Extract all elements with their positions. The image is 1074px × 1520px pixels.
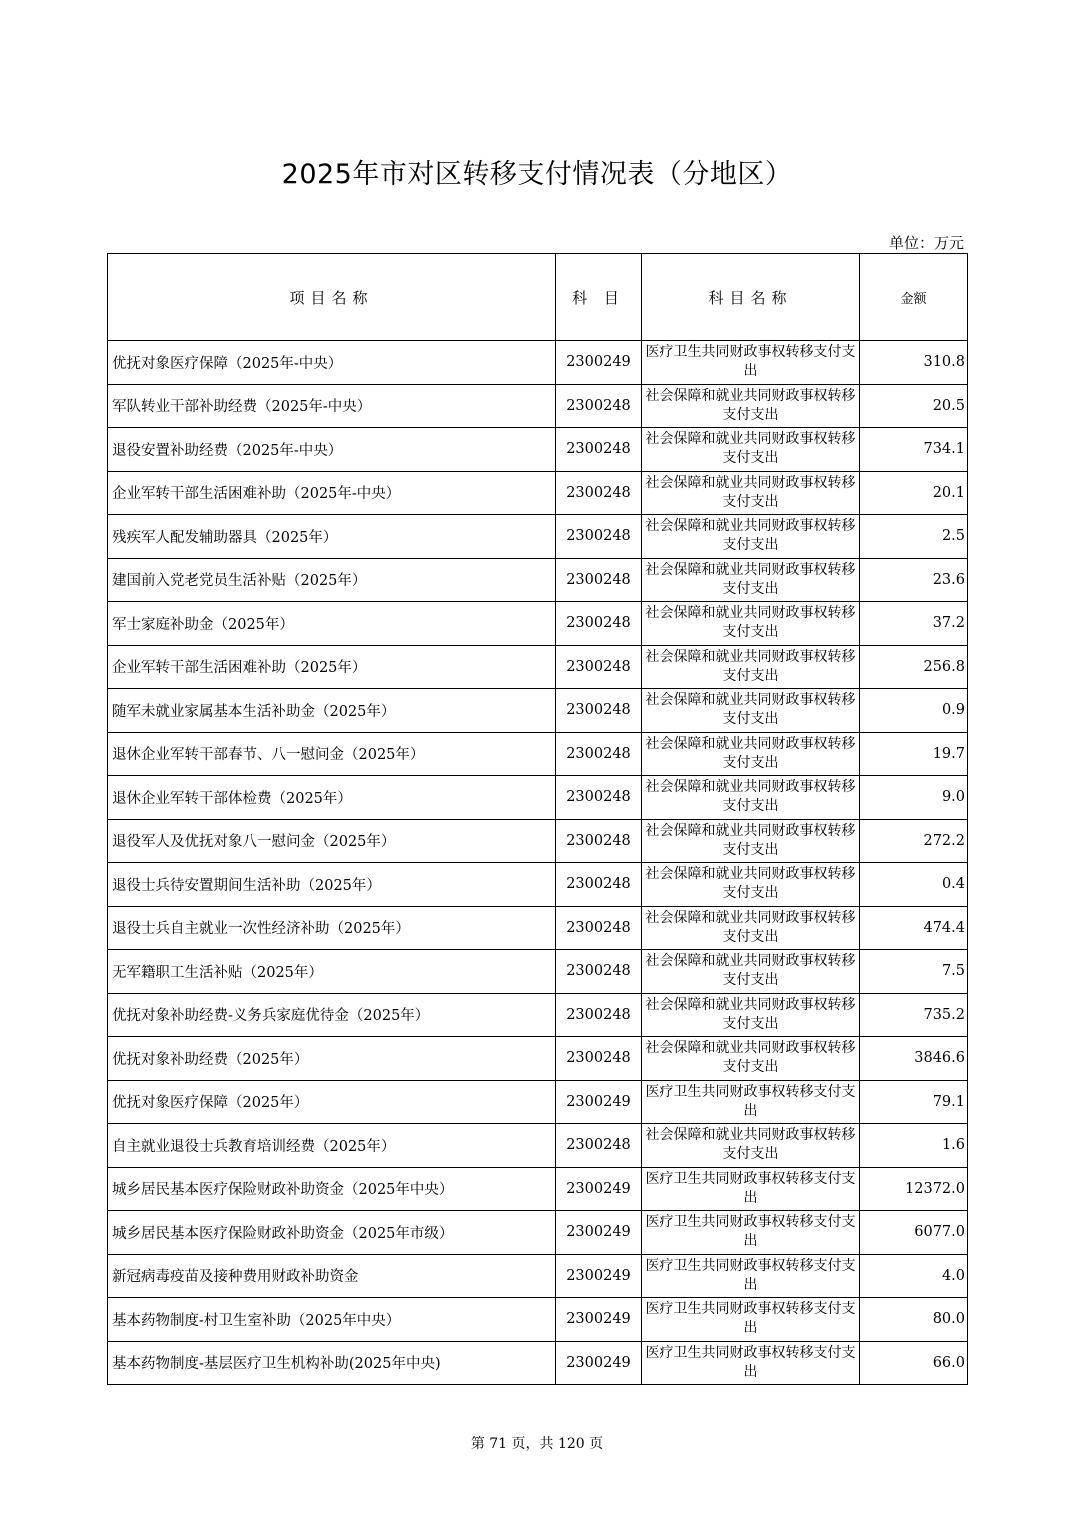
project-name-cell: 基本药物制度-村卫生室补助（2025年中央） [108, 1298, 556, 1342]
project-name-cell: 优抚对象医疗保障（2025年） [108, 1080, 556, 1124]
subject-code-cell: 2300249 [556, 1080, 642, 1124]
project-name-cell: 优抚对象医疗保障（2025年-中央） [108, 341, 556, 385]
project-name-cell: 企业军转干部生活困难补助（2025年-中央） [108, 471, 556, 515]
project-name-cell: 退役士兵待安置期间生活补助（2025年） [108, 863, 556, 907]
amount-cell: 0.9 [860, 689, 968, 733]
amount-cell: 79.1 [860, 1080, 968, 1124]
project-name-cell: 军士家庭补助金（2025年） [108, 602, 556, 646]
subject-name-cell: 医疗卫生共同财政事权转移支付支出 [642, 1167, 860, 1211]
subject-code-cell: 2300249 [556, 341, 642, 385]
subject-code-cell: 2300248 [556, 819, 642, 863]
project-name-cell: 优抚对象补助经费（2025年） [108, 1037, 556, 1081]
subject-name-cell: 社会保障和就业共同财政事权转移支付支出 [642, 776, 860, 820]
table-row [108, 689, 968, 733]
table-row [108, 863, 968, 907]
subject-code-cell: 2300248 [556, 1037, 642, 1081]
subject-code-cell: 2300249 [556, 1341, 642, 1385]
table-row [108, 1298, 968, 1342]
table-row [108, 993, 968, 1037]
project-name-cell: 新冠病毒疫苗及接种费用财政补助资金 [108, 1254, 556, 1298]
amount-cell: 256.8 [860, 645, 968, 689]
subject-name-cell: 医疗卫生共同财政事权转移支付支出 [642, 1080, 860, 1124]
table-row [108, 1211, 968, 1255]
table-row [108, 645, 968, 689]
table-row [108, 1080, 968, 1124]
table-body [108, 341, 968, 1385]
subject-code-cell: 2300249 [556, 1298, 642, 1342]
project-name-cell: 退役安置补助经费（2025年-中央） [108, 428, 556, 472]
amount-cell: 2.5 [860, 515, 968, 559]
table-row [108, 776, 968, 820]
subject-code-cell: 2300248 [556, 950, 642, 994]
project-name-cell: 退役军人及优抚对象八一慰问金（2025年） [108, 819, 556, 863]
subject-code-cell: 2300248 [556, 732, 642, 776]
subject-code-cell: 2300248 [556, 428, 642, 472]
amount-cell: 6077.0 [860, 1211, 968, 1255]
subject-name-cell: 社会保障和就业共同财政事权转移支付支出 [642, 732, 860, 776]
subject-code-cell: 2300249 [556, 1254, 642, 1298]
table-row [108, 819, 968, 863]
table-row [108, 906, 968, 950]
amount-cell: 19.7 [860, 732, 968, 776]
project-name-cell: 城乡居民基本医疗保险财政补助资金（2025年中央） [108, 1167, 556, 1211]
amount-cell: 66.0 [860, 1341, 968, 1385]
project-name-cell: 退休企业军转干部体检费（2025年） [108, 776, 556, 820]
project-name-cell: 建国前入党老党员生活补贴（2025年） [108, 558, 556, 602]
amount-cell: 9.0 [860, 776, 968, 820]
subject-name-cell: 社会保障和就业共同财政事权转移支付支出 [642, 906, 860, 950]
table-row [108, 1341, 968, 1385]
project-name-cell: 企业军转干部生活困难补助（2025年） [108, 645, 556, 689]
header-subject-code: 科 目 [556, 254, 642, 341]
amount-cell: 0.4 [860, 863, 968, 907]
transfer-payment-table [107, 253, 968, 1385]
project-name-cell: 自主就业退役士兵教育培训经费（2025年） [108, 1124, 556, 1168]
page-title: 2025年市对区转移支付情况表（分地区） [281, 159, 793, 190]
subject-code-cell: 2300248 [556, 384, 642, 428]
amount-cell: 735.2 [860, 993, 968, 1037]
subject-name-cell: 社会保障和就业共同财政事权转移支付支出 [642, 1037, 860, 1081]
subject-name-cell: 社会保障和就业共同财政事权转移支付支出 [642, 1124, 860, 1168]
amount-cell: 1.6 [860, 1124, 968, 1168]
amount-cell: 37.2 [860, 602, 968, 646]
project-name-cell: 优抚对象补助经费-义务兵家庭优待金（2025年） [108, 993, 556, 1037]
amount-cell: 80.0 [860, 1298, 968, 1342]
amount-cell: 20.5 [860, 384, 968, 428]
subject-code-cell: 2300249 [556, 1167, 642, 1211]
project-name-cell: 残疾军人配发辅助器具（2025年） [108, 515, 556, 559]
subject-name-cell: 社会保障和就业共同财政事权转移支付支出 [642, 863, 860, 907]
table-row [108, 515, 968, 559]
project-name-cell: 基本药物制度-基层医疗卫生机构补助(2025年中央) [108, 1341, 556, 1385]
subject-name-cell: 社会保障和就业共同财政事权转移支付支出 [642, 950, 860, 994]
subject-name-cell: 医疗卫生共同财政事权转移支付支出 [642, 1341, 860, 1385]
subject-code-cell: 2300248 [556, 645, 642, 689]
subject-name-cell: 社会保障和就业共同财政事权转移支付支出 [642, 384, 860, 428]
subject-code-cell: 2300248 [556, 471, 642, 515]
subject-code-cell: 2300248 [556, 1124, 642, 1168]
subject-name-cell: 社会保障和就业共同财政事权转移支付支出 [642, 993, 860, 1037]
table-row [108, 1254, 968, 1298]
amount-cell: 734.1 [860, 428, 968, 472]
subject-name-cell: 社会保障和就业共同财政事权转移支付支出 [642, 819, 860, 863]
subject-code-cell: 2300249 [556, 1211, 642, 1255]
subject-name-cell: 社会保障和就业共同财政事权转移支付支出 [642, 515, 860, 559]
header-subject-name: 科目名称 [642, 254, 860, 341]
subject-name-cell: 社会保障和就业共同财政事权转移支付支出 [642, 689, 860, 733]
subject-code-cell: 2300248 [556, 776, 642, 820]
subject-name-cell: 社会保障和就业共同财政事权转移支付支出 [642, 428, 860, 472]
project-name-cell: 城乡居民基本医疗保险财政补助资金（2025年市级） [108, 1211, 556, 1255]
subject-name-cell: 医疗卫生共同财政事权转移支付支出 [642, 1298, 860, 1342]
subject-code-cell: 2300248 [556, 602, 642, 646]
subject-name-cell: 社会保障和就业共同财政事权转移支付支出 [642, 602, 860, 646]
table-row [108, 471, 968, 515]
subject-name-cell: 社会保障和就业共同财政事权转移支付支出 [642, 558, 860, 602]
table-row [108, 428, 968, 472]
subject-code-cell: 2300248 [556, 689, 642, 733]
table-row [108, 732, 968, 776]
table-row [108, 384, 968, 428]
amount-cell: 310.8 [860, 341, 968, 385]
amount-cell: 23.6 [860, 558, 968, 602]
subject-code-cell: 2300248 [556, 993, 642, 1037]
subject-code-cell: 2300248 [556, 515, 642, 559]
subject-name-cell: 社会保障和就业共同财政事权转移支付支出 [642, 471, 860, 515]
subject-name-cell: 医疗卫生共同财政事权转移支付支出 [642, 1254, 860, 1298]
project-name-cell: 无军籍职工生活补贴（2025年） [108, 950, 556, 994]
project-name-cell: 军队转业干部补助经费（2025年-中央） [108, 384, 556, 428]
subject-name-cell: 医疗卫生共同财政事权转移支付支出 [642, 1211, 860, 1255]
table-row [108, 558, 968, 602]
amount-cell: 3846.6 [860, 1037, 968, 1081]
unit-label: 单位：万元 [888, 234, 964, 252]
subject-code-cell: 2300248 [556, 558, 642, 602]
subject-code-cell: 2300248 [556, 906, 642, 950]
table-header-row [108, 254, 968, 341]
project-name-cell: 退休企业军转干部春节、八一慰问金（2025年） [108, 732, 556, 776]
table-row [108, 602, 968, 646]
table-row [108, 1124, 968, 1168]
table-row [108, 950, 968, 994]
subject-name-cell: 医疗卫生共同财政事权转移支付支出 [642, 341, 860, 385]
page-footer: 第 71 页，共 120 页 [470, 1436, 604, 1452]
amount-cell: 7.5 [860, 950, 968, 994]
amount-cell: 20.1 [860, 471, 968, 515]
amount-cell: 272.2 [860, 819, 968, 863]
table-row [108, 1037, 968, 1081]
subject-code-cell: 2300248 [556, 863, 642, 907]
table-row [108, 341, 968, 385]
header-project-name: 项目名称 [108, 254, 556, 341]
amount-cell: 12372.0 [860, 1167, 968, 1211]
amount-cell: 474.4 [860, 906, 968, 950]
project-name-cell: 随军未就业家属基本生活补助金（2025年） [108, 689, 556, 733]
header-amount: 金额 [860, 254, 968, 341]
amount-cell: 4.0 [860, 1254, 968, 1298]
table-row [108, 1167, 968, 1211]
project-name-cell: 退役士兵自主就业一次性经济补助（2025年） [108, 906, 556, 950]
subject-name-cell: 社会保障和就业共同财政事权转移支付支出 [642, 645, 860, 689]
